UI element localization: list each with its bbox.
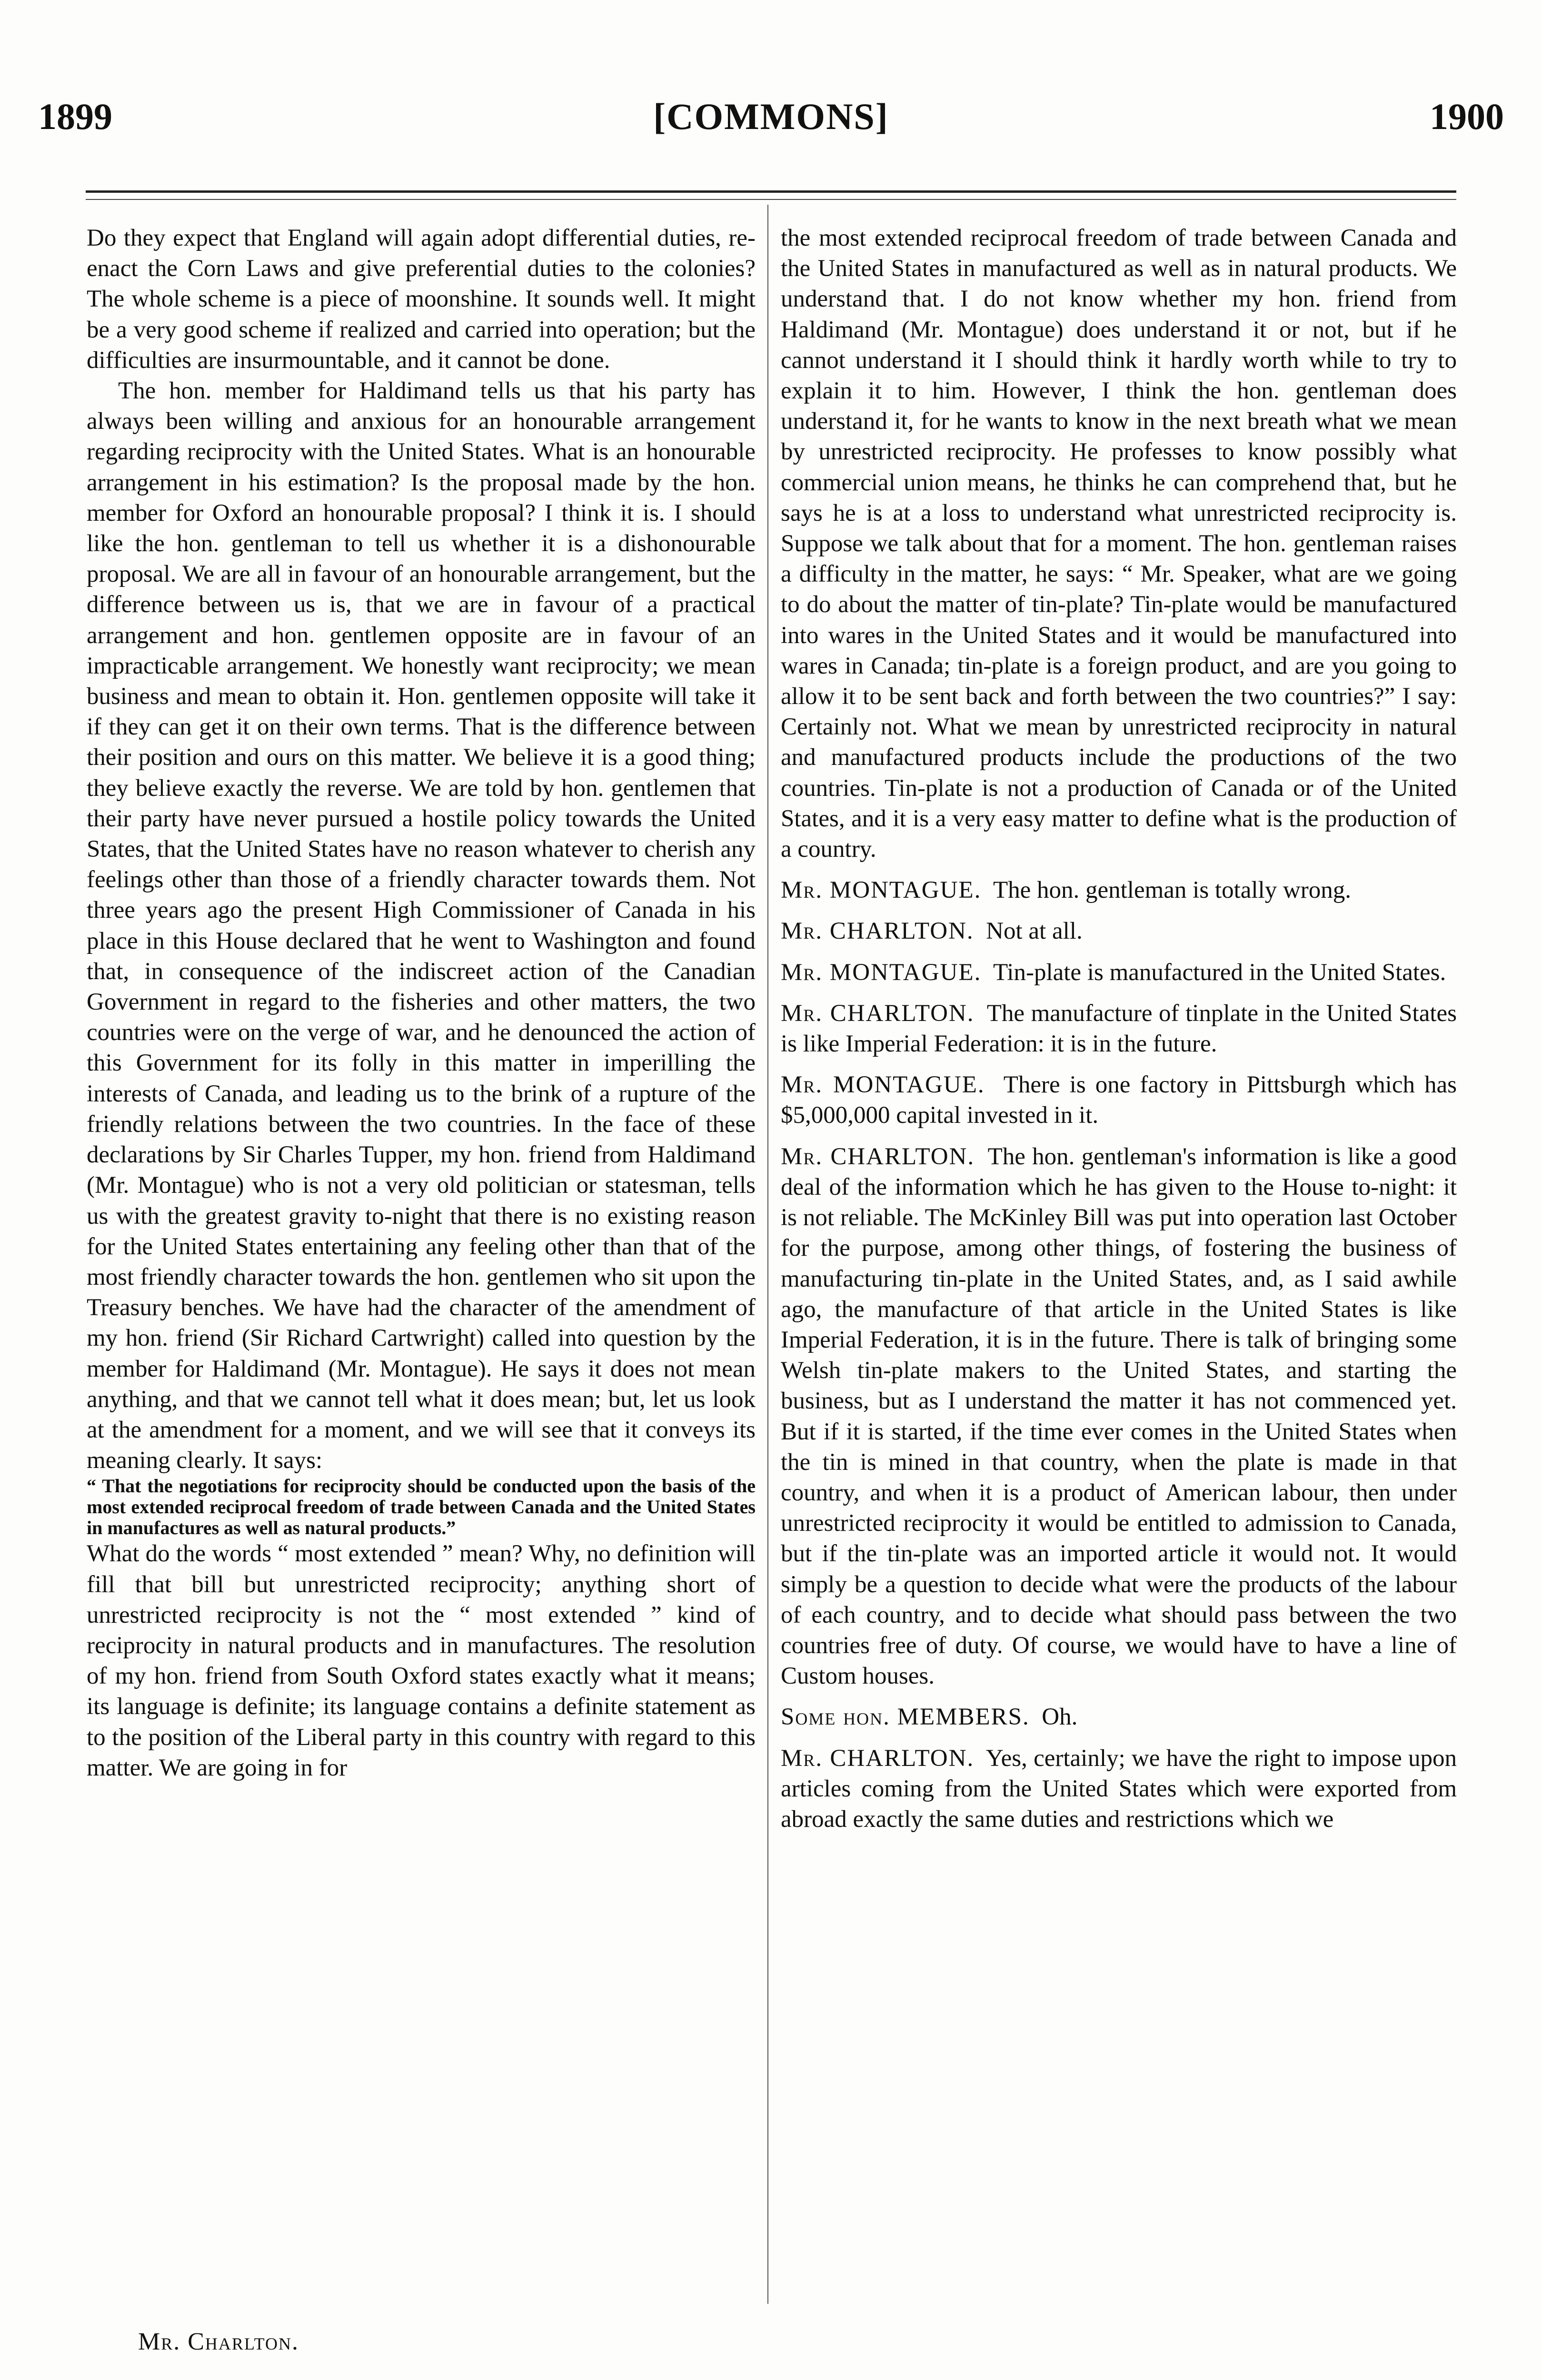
speech-text: The hon. gentleman's information is like a good deal of the information which he has given to the House to-night: it is not reliable. The McKinley Bill was put into operation last October for the purpose, among other things, of fostering the business of manufacturing tin-plate in the United States, and, as I said awhile ago, the manufacture of that article in the United States is like Imperial Federation, it is in the future. There is talk of bringing some Welsh tin-plate makers to the United States, and starting the business, but as I understand the matter it has not commenced yet. But if it is started, if the time ever comes in the United States when the tin is mined in that country, when the plate is made in that country, and when it is a product of American labour, then under unrestricted reciprocity it would be entitled to admission to Canada, but if the tin-plate was an imported article it would not. It would simply be a question to decide what were the products of the labour of each country, and to decide what should pass between the two countries free of duty. Of course, we would have to have a line of Custom houses.	[781, 1143, 1457, 1690]
page-title: [COMMONS]	[653, 96, 889, 137]
speech-montague-3	[781, 1070, 1457, 1130]
page-header	[38, 95, 1504, 152]
speaker-name: Some hon. MEMBERS.	[781, 1704, 1030, 1731]
column-divider	[767, 205, 768, 2304]
left-column	[87, 223, 756, 2327]
speech-charlton-1	[781, 916, 1457, 946]
right-paragraph-1: the most extended reciprocal freedom of trade between Canada and the United States in manufactured as well as in natural products. We understand that. I do not know whether my hon. friend from Haldimand (Mr. Montague) does understand it or not, but if he cannot understand it I should think it hardly worth while to try to explain it to him. However, I think the hon. gentleman does understand it, for he wants to know in the next breath what we mean by unrestricted reciprocity. He professes to know possibly what commercial union means, he thinks he can comprehend that, but he says he is at a loss to understand what unrestricted reciprocity is. Suppose we talk about that for a moment. The hon. gentleman raises a difficulty in the matter, he says: “ Mr. Speaker, what are we going to do about the matter of tin-plate? Tin-plate would be manufactured into wares in the United States and it would be manufactured into wares in Canada; tin-plate is a foreign product, and are you going to allow it to be sent back and forth between the two countries?” I say: Certainly not. What we mean by unrestricted reciprocity in natural and manufactured products include the productions of the two countries. Tin-plate is not a production of Canada or of the United States, and it is a very easy matter to define what is the production of a country.	[781, 225, 1457, 863]
right-column	[781, 223, 1457, 2327]
footer-speaker-tag: Mr. Charlton.	[138, 2328, 299, 2355]
left-paragraph-1: Do they expect that England will again adopt differential duties, re-enact the Corn Laws and give preferential duties to the colonies? The whole scheme is a piece of moonshine. It sounds well. It might be a very good scheme if realized and carried into operation; but the difficulties are insurmountable, and it cannot be done.	[87, 225, 756, 374]
speaker-name: Mr. MONTAGUE.	[781, 959, 982, 986]
speaker-name: Mr. CHARLTON.	[781, 1745, 975, 1772]
amendment-quote: “ That the negotiations for reciprocity should be conducted upon the basis of the most extended reciprocal freedom of trade between Canada and the United States in manufactures as well as natural products.”	[87, 1475, 756, 1539]
speaker-name: Mr. CHARLTON.	[781, 918, 974, 945]
header-rule-thick	[86, 190, 1456, 193]
speaker-name: Mr. CHARLTON.	[781, 1000, 975, 1027]
speech-text: Tin-plate is manufactured in the United States.	[993, 959, 1446, 986]
page-number-right: 1900	[1430, 96, 1504, 137]
speech-montague-2	[781, 957, 1457, 988]
speech-montague-1	[781, 875, 1457, 905]
speech-charlton-4	[781, 1743, 1457, 1835]
speaker-name: Mr. MONTAGUE.	[781, 1071, 985, 1099]
speech-text: The hon. gentleman is totally wrong.	[993, 877, 1352, 904]
speech-text: There is one factory in Pittsburgh which has $5,000,000 capital invested in it.	[781, 1071, 1457, 1129]
header-rule-thin	[86, 199, 1456, 200]
speaker-name: Mr. CHARLTON.	[781, 1143, 975, 1170]
speech-members	[781, 1702, 1457, 1732]
speaker-name: Mr. MONTAGUE.	[781, 877, 982, 904]
speech-charlton-2	[781, 998, 1457, 1059]
left-paragraph-2: The hon. member for Haldimand tells us that his party has always been willing and anxious for an honourable arrangement regarding reciprocity with the United States. What is an honourable arrangement in his estimation? Is the proposal made by the hon. member for Oxford an honourable proposal? I think it is. I should like the hon. gentleman to tell us whether it is a dishonourable proposal. We are all in favour of an honourable arrangement, but the difference between us is, that we are in favour of a practical arrangement and hon. gentlemen opposite are in favour of an impracticable arrangement. We honestly want reciprocity; we mean business and mean to obtain it. Hon. gentlemen opposite will take it if they can get it on their own terms. That is the difference between their position and ours on this matter. We believe it is a good thing; they believe exactly the reverse. We are told by hon. gentlemen that their party have never pursued a hostile policy towards the United States, that the United States have no reason whatever to cherish any feelings other than those of a friendly character towards them. Not three years ago the present High Commissioner of Canada in his place in this House declared that he went to Washington and found that, in consequence of the indiscreet action of the Canadian Government in regard to the fisheries and other matters, the two countries were on the verge of war, and he denounced the action of this Government for its folly in this matter in imperilling the interests of Canada, and leading us to the brink of a rupture of the friendly relations between the two countries. In the face of these declarations by Sir Charles Tupper, my hon. friend from Haldimand (Mr. Montague) who is not a very old politician or statesman, tells us with the greatest gravity to-night that there is no existing reason for the United States entertaining any feeling other than that of the most friendly character towards the hon. gentlemen who sit upon the Treasury benches. We have had the character of the amendment of my hon. friend (Sir Richard Cartwright) called into question by the member for Haldimand (Mr. Montague). He says it does not mean anything, and that we cannot tell what it does mean; but, let us look at the amendment for a moment, and we will see that it conveys its meaning clearly. It says:	[87, 377, 756, 1474]
speech-charlton-3	[781, 1141, 1457, 1692]
page-number-left: 1899	[38, 96, 112, 137]
speech-text: Oh.	[1042, 1704, 1078, 1731]
speech-text: The manufacture of tinplate in the United States is like Imperial Federation: it is in the future.	[781, 1000, 1457, 1058]
left-paragraph-3: What do the words “ most extended ” mean? Why, no definition will fill that bill but unrestricted reciprocity; anything short of unrestricted reciprocity is not the “ most extended ” kind of reciprocity in natural products and in manufactures. The resolution of my hon. friend from South Oxford states exactly what it means; its language is definite; its language contains a definite statement as to the position of the Liberal party in this country with regard to this matter. We are going in for	[87, 1540, 756, 1781]
speech-text: Not at all.	[986, 918, 1083, 945]
speech-text: Yes, certainly; we have the right to impose upon articles coming from the United States which were exported from abroad exactly the same duties and restrictions which we	[781, 1745, 1457, 1833]
